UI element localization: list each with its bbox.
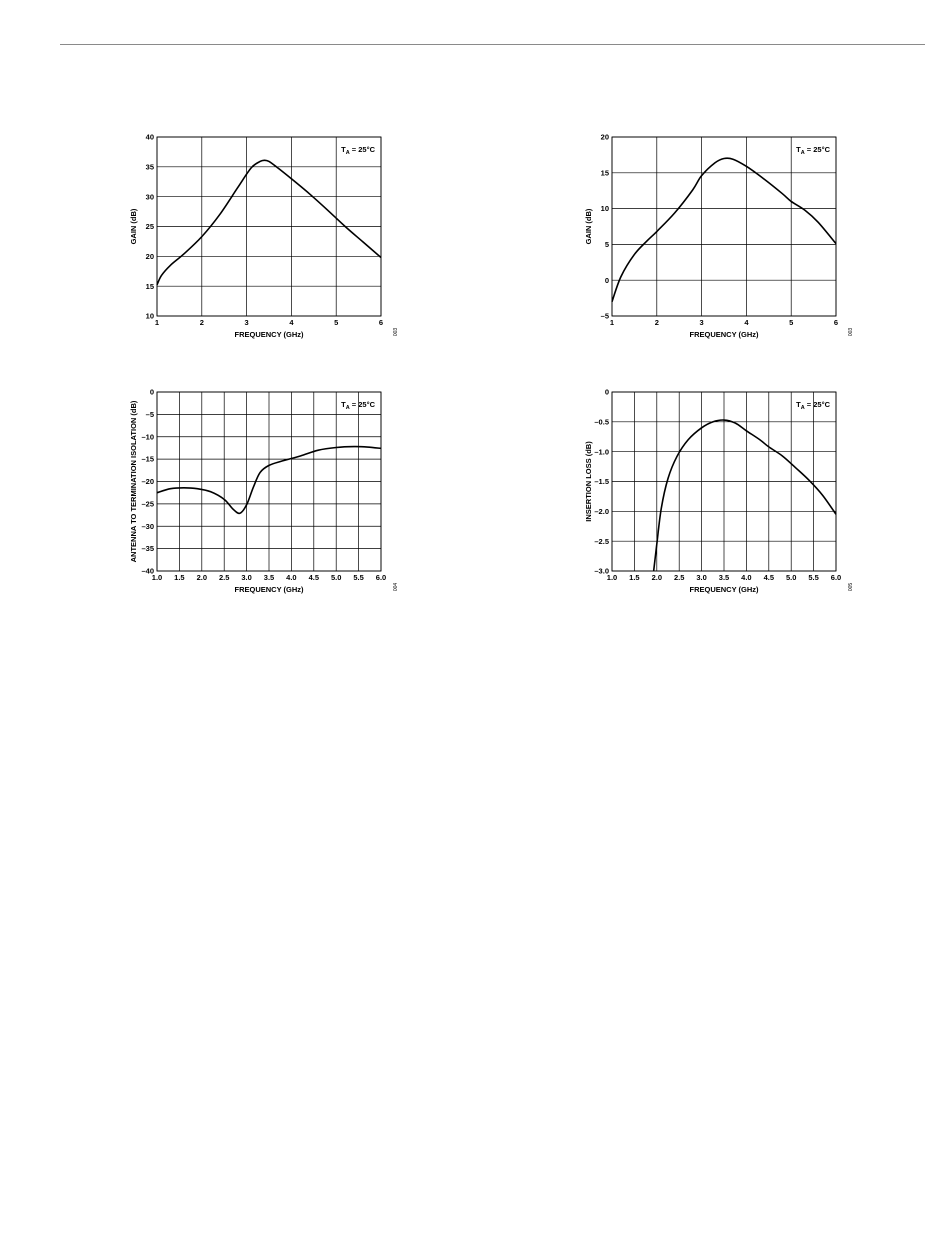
annotation-subscript: A — [800, 405, 805, 411]
y-tick-label: –2.0 — [594, 506, 609, 516]
x-tick-label: 1.0 — [606, 573, 618, 582]
x-tick-label: 2.5 — [673, 573, 685, 582]
figure-code: 003 — [393, 327, 399, 337]
y-tick-label: 25 — [145, 222, 154, 232]
x-tick-label: 3 — [699, 318, 704, 327]
x-tick-label: 2 — [199, 318, 204, 327]
annotation-subscript: A — [345, 150, 350, 156]
y-axis-label: ANTENNA TO TERMINATION ISOLATION (dB) — [129, 400, 138, 563]
chart-svg — [565, 383, 865, 598]
x-tick-label: 3.5 — [718, 573, 730, 582]
chart-svg — [110, 383, 410, 598]
y-tick-label: 0 — [149, 387, 154, 397]
x-tick-label: 5.5 — [808, 573, 819, 582]
y-tick-label: 15 — [145, 281, 154, 291]
y-tick-label: –30 — [141, 521, 154, 531]
x-tick-label: 1.0 — [151, 573, 163, 582]
y-tick-label: 15 — [600, 168, 609, 178]
x-tick-label: 5.0 — [330, 573, 342, 582]
gain-chart-1 — [110, 128, 410, 343]
gain-chart-2 — [565, 128, 865, 343]
x-tick-label: 6 — [378, 318, 384, 327]
isolation-chart — [110, 383, 410, 598]
annotation-t: T — [796, 145, 801, 154]
x-tick-label: 6.0 — [375, 573, 387, 582]
figure-code: 004 — [393, 582, 399, 592]
y-tick-label: –25 — [141, 499, 154, 509]
x-tick-label: 4 — [744, 318, 749, 327]
y-tick-label: –40 — [141, 566, 154, 576]
annotation-text: = 25°C — [804, 400, 830, 409]
x-tick-label: 6.0 — [830, 573, 842, 582]
chart-svg — [110, 128, 410, 343]
y-tick-label: –3.0 — [594, 566, 609, 576]
annotation-t: T — [796, 400, 801, 409]
x-tick-label: 1.5 — [174, 573, 185, 582]
y-tick-label: 10 — [600, 204, 609, 214]
x-tick-label: 3 — [244, 318, 249, 327]
temperature-annotation — [796, 145, 830, 156]
y-tick-label: –2.5 — [594, 536, 609, 546]
annotation-t: T — [341, 145, 346, 154]
top-rule — [60, 44, 925, 45]
series-line — [157, 160, 381, 285]
x-tick-label: 3.0 — [241, 573, 252, 582]
x-tick-label: 1.5 — [629, 573, 640, 582]
x-axis-label: FREQUENCY (GHz) — [689, 585, 759, 594]
annotation-text: = 25°C — [349, 400, 375, 409]
y-tick-label: –5 — [600, 311, 609, 321]
series-line — [654, 420, 836, 571]
x-tick-label: 6 — [833, 318, 839, 327]
y-tick-label: –20 — [141, 477, 154, 487]
annotation-text: = 25°C — [349, 145, 375, 154]
y-tick-label: 5 — [604, 240, 609, 249]
y-axis-label: GAIN (dB) — [129, 208, 138, 245]
y-axis-label: INSERTION LOSS (dB) — [584, 441, 593, 522]
annotation-text: = 25°C — [804, 145, 830, 154]
y-tick-label: 20 — [145, 251, 154, 261]
x-tick-label: 2.0 — [196, 573, 208, 582]
insertion-loss-chart — [565, 383, 865, 598]
y-tick-label: 30 — [145, 192, 154, 202]
y-tick-label: –35 — [141, 544, 154, 554]
y-tick-label: –1.0 — [594, 447, 609, 457]
y-axis-label: GAIN (dB) — [584, 208, 593, 245]
annotation-subscript: A — [800, 150, 805, 156]
y-tick-label: –0.5 — [594, 417, 609, 427]
x-tick-label: 4.0 — [286, 573, 297, 582]
y-tick-label: 35 — [145, 162, 154, 172]
y-tick-label: 40 — [145, 132, 154, 142]
x-tick-label: 4.5 — [763, 573, 775, 582]
y-tick-label: –5 — [145, 409, 154, 419]
y-tick-label: 0 — [604, 387, 609, 397]
y-tick-label: 10 — [145, 311, 154, 321]
x-tick-label: 5.0 — [785, 573, 797, 582]
x-tick-label: 2 — [654, 318, 659, 327]
x-tick-label: 2.0 — [651, 573, 663, 582]
y-tick-label: 20 — [600, 132, 609, 142]
x-tick-label: 5 — [789, 318, 794, 327]
x-tick-label: 5.5 — [353, 573, 364, 582]
x-tick-label: 1 — [154, 318, 160, 327]
x-tick-label: 4.0 — [741, 573, 752, 582]
x-axis-label: FREQUENCY (GHz) — [234, 585, 304, 594]
y-tick-label: 0 — [604, 275, 609, 285]
x-tick-label: 2.5 — [218, 573, 230, 582]
x-tick-label: 4.5 — [308, 573, 320, 582]
x-tick-label: 4 — [289, 318, 294, 327]
x-tick-label: 5 — [334, 318, 339, 327]
x-tick-label: 3.5 — [263, 573, 275, 582]
x-axis-label: FREQUENCY (GHz) — [234, 330, 304, 339]
annotation-subscript: A — [345, 405, 350, 411]
y-tick-label: –15 — [141, 454, 154, 464]
x-tick-label: 3.0 — [696, 573, 707, 582]
y-tick-label: –1.5 — [594, 477, 609, 487]
temperature-annotation — [341, 145, 375, 156]
plot-frame — [612, 137, 836, 316]
figure-code: 005 — [848, 582, 854, 592]
figure-code: 003 — [848, 327, 854, 337]
x-tick-label: 1 — [609, 318, 615, 327]
y-tick-label: –10 — [141, 432, 154, 442]
chart-svg — [565, 128, 865, 343]
x-axis-label: FREQUENCY (GHz) — [689, 330, 759, 339]
annotation-t: T — [341, 400, 346, 409]
